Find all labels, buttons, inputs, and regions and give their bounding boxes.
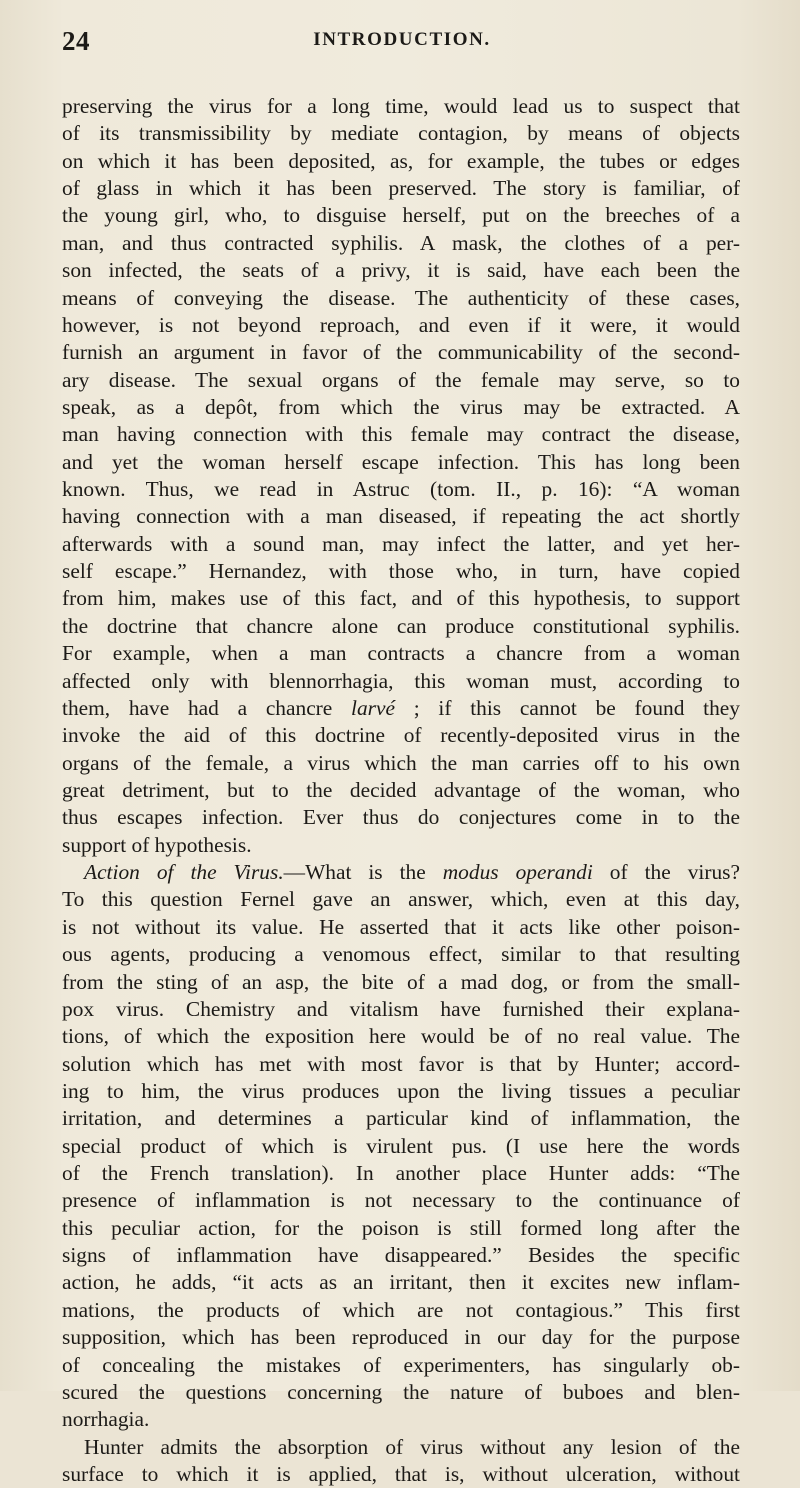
text-line [62, 859, 740, 886]
line-text: mations, the products of which are not contagious.” This first [62, 1297, 740, 1322]
line-text: action, he adds, “it acts as an irritant, then it excites new inflam- [62, 1270, 740, 1295]
line-text: organs of the female, a virus which the man carries off to his own [62, 750, 740, 775]
line-text: ous agents, producing a venomous effect, similar to that resulting [62, 942, 740, 967]
text-line [62, 1133, 740, 1160]
line-text: the young girl, who, to disguise herself, put on the breeches of a [62, 203, 740, 228]
text-line [62, 202, 740, 229]
text-line [62, 1078, 740, 1105]
text-line [62, 804, 740, 831]
text-line [62, 1406, 740, 1433]
text-line [62, 148, 740, 175]
line-text-continued: ; if this cannot be found they [395, 695, 740, 720]
text-line [62, 668, 740, 695]
line-text: affected only with blennorrhagia, this woman must, according to [62, 668, 740, 693]
line-text: means of conveying the disease. The authenticity of these cases, [62, 285, 740, 310]
line-text: having connection with a man diseased, if repeating the act shortly [62, 504, 740, 529]
line-text: however, is not beyond reproach, and even if it were, it would [62, 312, 740, 337]
line-text: great detriment, but to the decided advantage of the woman, who [62, 777, 740, 802]
text-line [62, 531, 740, 558]
text-line [62, 585, 740, 612]
line-text: man having connection with this female may contract the disease, [62, 422, 740, 447]
page-header [62, 26, 742, 66]
text-line [62, 1379, 740, 1406]
text-line [62, 1269, 740, 1296]
line-text: of glass in which it has been preserved. The story is familiar, of [62, 176, 740, 201]
text-line [62, 914, 740, 941]
text-line [62, 175, 740, 202]
text-line [62, 695, 740, 722]
text-line [62, 558, 740, 585]
line-text: surface to which it is applied, that is, without ulceration, without [62, 1461, 740, 1486]
line-text: on which it has been deposited, as, for example, the tubes or edges [62, 148, 740, 173]
line-text: —What is the [283, 860, 443, 885]
line-text: tions, of which the exposition here would be of no real value. The [62, 1024, 740, 1049]
text-line [62, 1105, 740, 1132]
line-text: from him, makes use of this fact, and of this hypothesis, to support [62, 586, 740, 611]
text-line [62, 886, 740, 913]
line-text: solution which has met with most favor is that by Hunter; accord- [62, 1051, 740, 1076]
body-text [62, 93, 740, 1488]
text-line [62, 1051, 740, 1078]
text-line [62, 120, 740, 147]
line-text: is not without its value. He asserted that it acts like other poison- [62, 914, 740, 939]
line-text: self escape.” Hernandez, with those who, in turn, have copied [62, 559, 740, 584]
text-line [62, 1215, 740, 1242]
text-line [62, 969, 740, 996]
line-text: ing to him, the virus produces upon the living tissues a peculiar [62, 1078, 740, 1103]
line-text: Hunter admits the absorption of virus without any lesion of the [84, 1434, 740, 1459]
line-text: thus escapes infection. Ever thus do conjectures come in to the [62, 805, 740, 830]
text-line [62, 941, 740, 968]
text-line [62, 257, 740, 284]
line-text: of concealing the mistakes of experimenters, has singularly ob- [62, 1352, 740, 1377]
text-line [62, 1242, 740, 1269]
line-text: norrhagia. [62, 1407, 150, 1432]
text-line [62, 367, 740, 394]
line-text: from the sting of an asp, the bite of a mad dog, or from the small- [62, 969, 740, 994]
text-line [62, 777, 740, 804]
line-text: support of hypothesis. [62, 832, 252, 857]
text-line [62, 394, 740, 421]
text-line [62, 640, 740, 667]
text-line [62, 1297, 740, 1324]
text-line [62, 503, 740, 530]
text-line [62, 1324, 740, 1351]
text-line [62, 832, 740, 859]
line-text: signs of inflammation have disappeared.” Besides the specific [62, 1243, 740, 1268]
line-text: son infected, the seats of a privy, it is said, have each been the [62, 258, 740, 283]
line-text: furnish an argument in favor of the communicability of the second- [62, 340, 740, 365]
line-text: supposition, which has been reproduced in our day for the purpose [62, 1325, 740, 1350]
line-text: preserving the virus for a long time, would lead us to suspect that [62, 94, 740, 118]
text-line [62, 1187, 740, 1214]
text-line [62, 421, 740, 448]
text-line [62, 230, 740, 257]
line-text: scured the questions concerning the nature of buboes and blen- [62, 1379, 740, 1404]
line-text: To this question Fernel gave an answer, which, even at this day, [62, 887, 740, 912]
italic-term: larvé [351, 695, 395, 720]
text-line [62, 1434, 740, 1461]
line-text: afterwards with a sound man, may infect the latter, and yet her- [62, 531, 740, 556]
line-text: irritation, and determines a particular kind of inflammation, the [62, 1106, 740, 1131]
text-line [62, 312, 740, 339]
line-text: For example, when a man contracts a chancre from a woman [62, 641, 740, 666]
line-text: invoke the aid of this doctrine of recently-deposited virus in the [62, 723, 740, 748]
line-text: ary disease. The sexual organs of the female may serve, so to [62, 367, 740, 392]
running-head: INTRODUCTION. [313, 29, 491, 50]
line-text: pox virus. Chemistry and vitalism have furnished their explana- [62, 996, 740, 1021]
text-line [62, 1023, 740, 1050]
line-text: speak, as a depôt, from which the virus may be extracted. A [62, 394, 740, 419]
page-number: 24 [62, 26, 90, 56]
line-text: man, and thus contracted syphilis. A mask, the clothes of a per- [62, 230, 740, 255]
text-line [62, 1160, 740, 1187]
section-heading: Action of the Virus. [84, 860, 284, 885]
line-text: them, have had a chancre [62, 695, 352, 720]
line-text: presence of inflammation is not necessary to the continuance of [62, 1188, 740, 1213]
line-text: of the French translation). In another place Hunter adds: “The [62, 1161, 740, 1186]
text-line [62, 722, 740, 749]
text-line [62, 1461, 740, 1488]
text-line [62, 476, 740, 503]
line-text: of its transmissibility by mediate contagion, by means of objects [62, 121, 740, 146]
line-text: special product of which is virulent pus. (I use here the words [62, 1133, 740, 1158]
text-line [62, 613, 740, 640]
text-line [62, 449, 740, 476]
text-line [62, 285, 740, 312]
text-line [62, 1352, 740, 1379]
text-line [62, 339, 740, 366]
text-line [62, 996, 740, 1023]
italic-term: modus operandi [442, 860, 593, 885]
line-text-continued: of the virus? [592, 860, 740, 885]
line-text: this peculiar action, for the poison is still formed long after the [62, 1215, 740, 1240]
line-text: and yet the woman herself escape infection. This has long been [62, 449, 740, 474]
line-text: the doctrine that chancre alone can produce constitutional syphilis. [62, 613, 740, 638]
text-line [62, 93, 740, 120]
text-line [62, 750, 740, 777]
line-text: known. Thus, we read in Astruc (tom. II., p. 16): “A woman [62, 477, 740, 502]
